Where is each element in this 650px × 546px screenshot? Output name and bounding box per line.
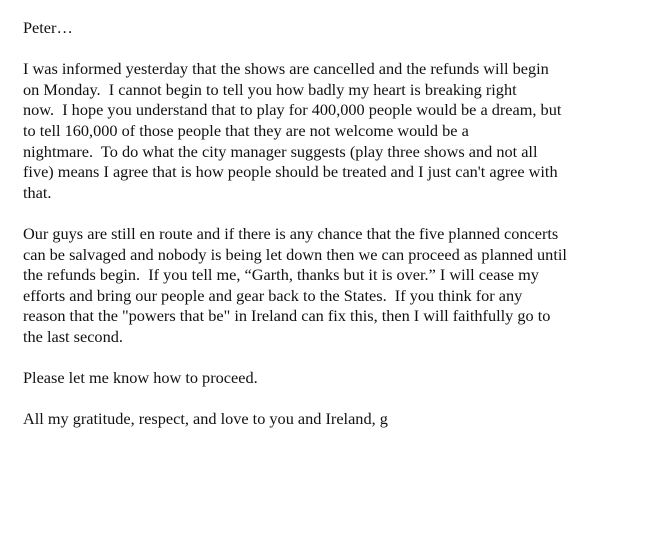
paragraph-gap	[23, 348, 633, 369]
paragraph-2-line: the refunds begin. If you tell me, “Garth, thanks but it is over.” I will cease my	[23, 265, 539, 285]
paragraph-1-line: that.	[23, 182, 52, 202]
paragraph-2	[23, 224, 633, 348]
paragraph-1-line: now. I hope you understand that to play for 400,000 people would be a dream, but	[23, 100, 562, 120]
paragraph-1-line: on Monday. I cannot begin to tell you how badly my heart is breaking right	[23, 79, 517, 99]
paragraph-2-line: Our guys are still en route and if there is any chance that the five planned concerts	[23, 223, 559, 243]
paragraph-2-line: reason that the "powers that be" in Ireland can fix this, then I will faithfully go to	[23, 306, 551, 326]
paragraph-1	[23, 59, 633, 203]
closing-line: All my gratitude, respect, and love to you and Ireland, g	[23, 409, 388, 429]
paragraph-2-line: efforts and bring our people and gear back to the States. If you think for any	[23, 285, 523, 305]
paragraph-gap	[23, 39, 633, 60]
letter-body	[23, 18, 633, 430]
paragraph-1-line: five) means I agree that is how people should be treated and I just can't agree with	[23, 162, 558, 182]
paragraph-2-line: the last second.	[23, 326, 123, 346]
paragraph-gap	[23, 389, 633, 410]
paragraph-1-line: I was informed yesterday that the shows are cancelled and the refunds will begin	[23, 59, 549, 79]
paragraph-gap	[23, 203, 633, 224]
paragraph-2-line: can be salvaged and nobody is being let down then we can proceed as planned until	[23, 244, 567, 264]
paragraph-3: Please let me know how to proceed.	[23, 368, 258, 388]
paragraph-1-line: nightmare. To do what the city manager suggests (play three shows and not all	[23, 141, 538, 161]
salutation: Peter…	[23, 18, 73, 37]
paragraph-1-line: to tell 160,000 of those people that they are not welcome would be a	[23, 120, 469, 140]
